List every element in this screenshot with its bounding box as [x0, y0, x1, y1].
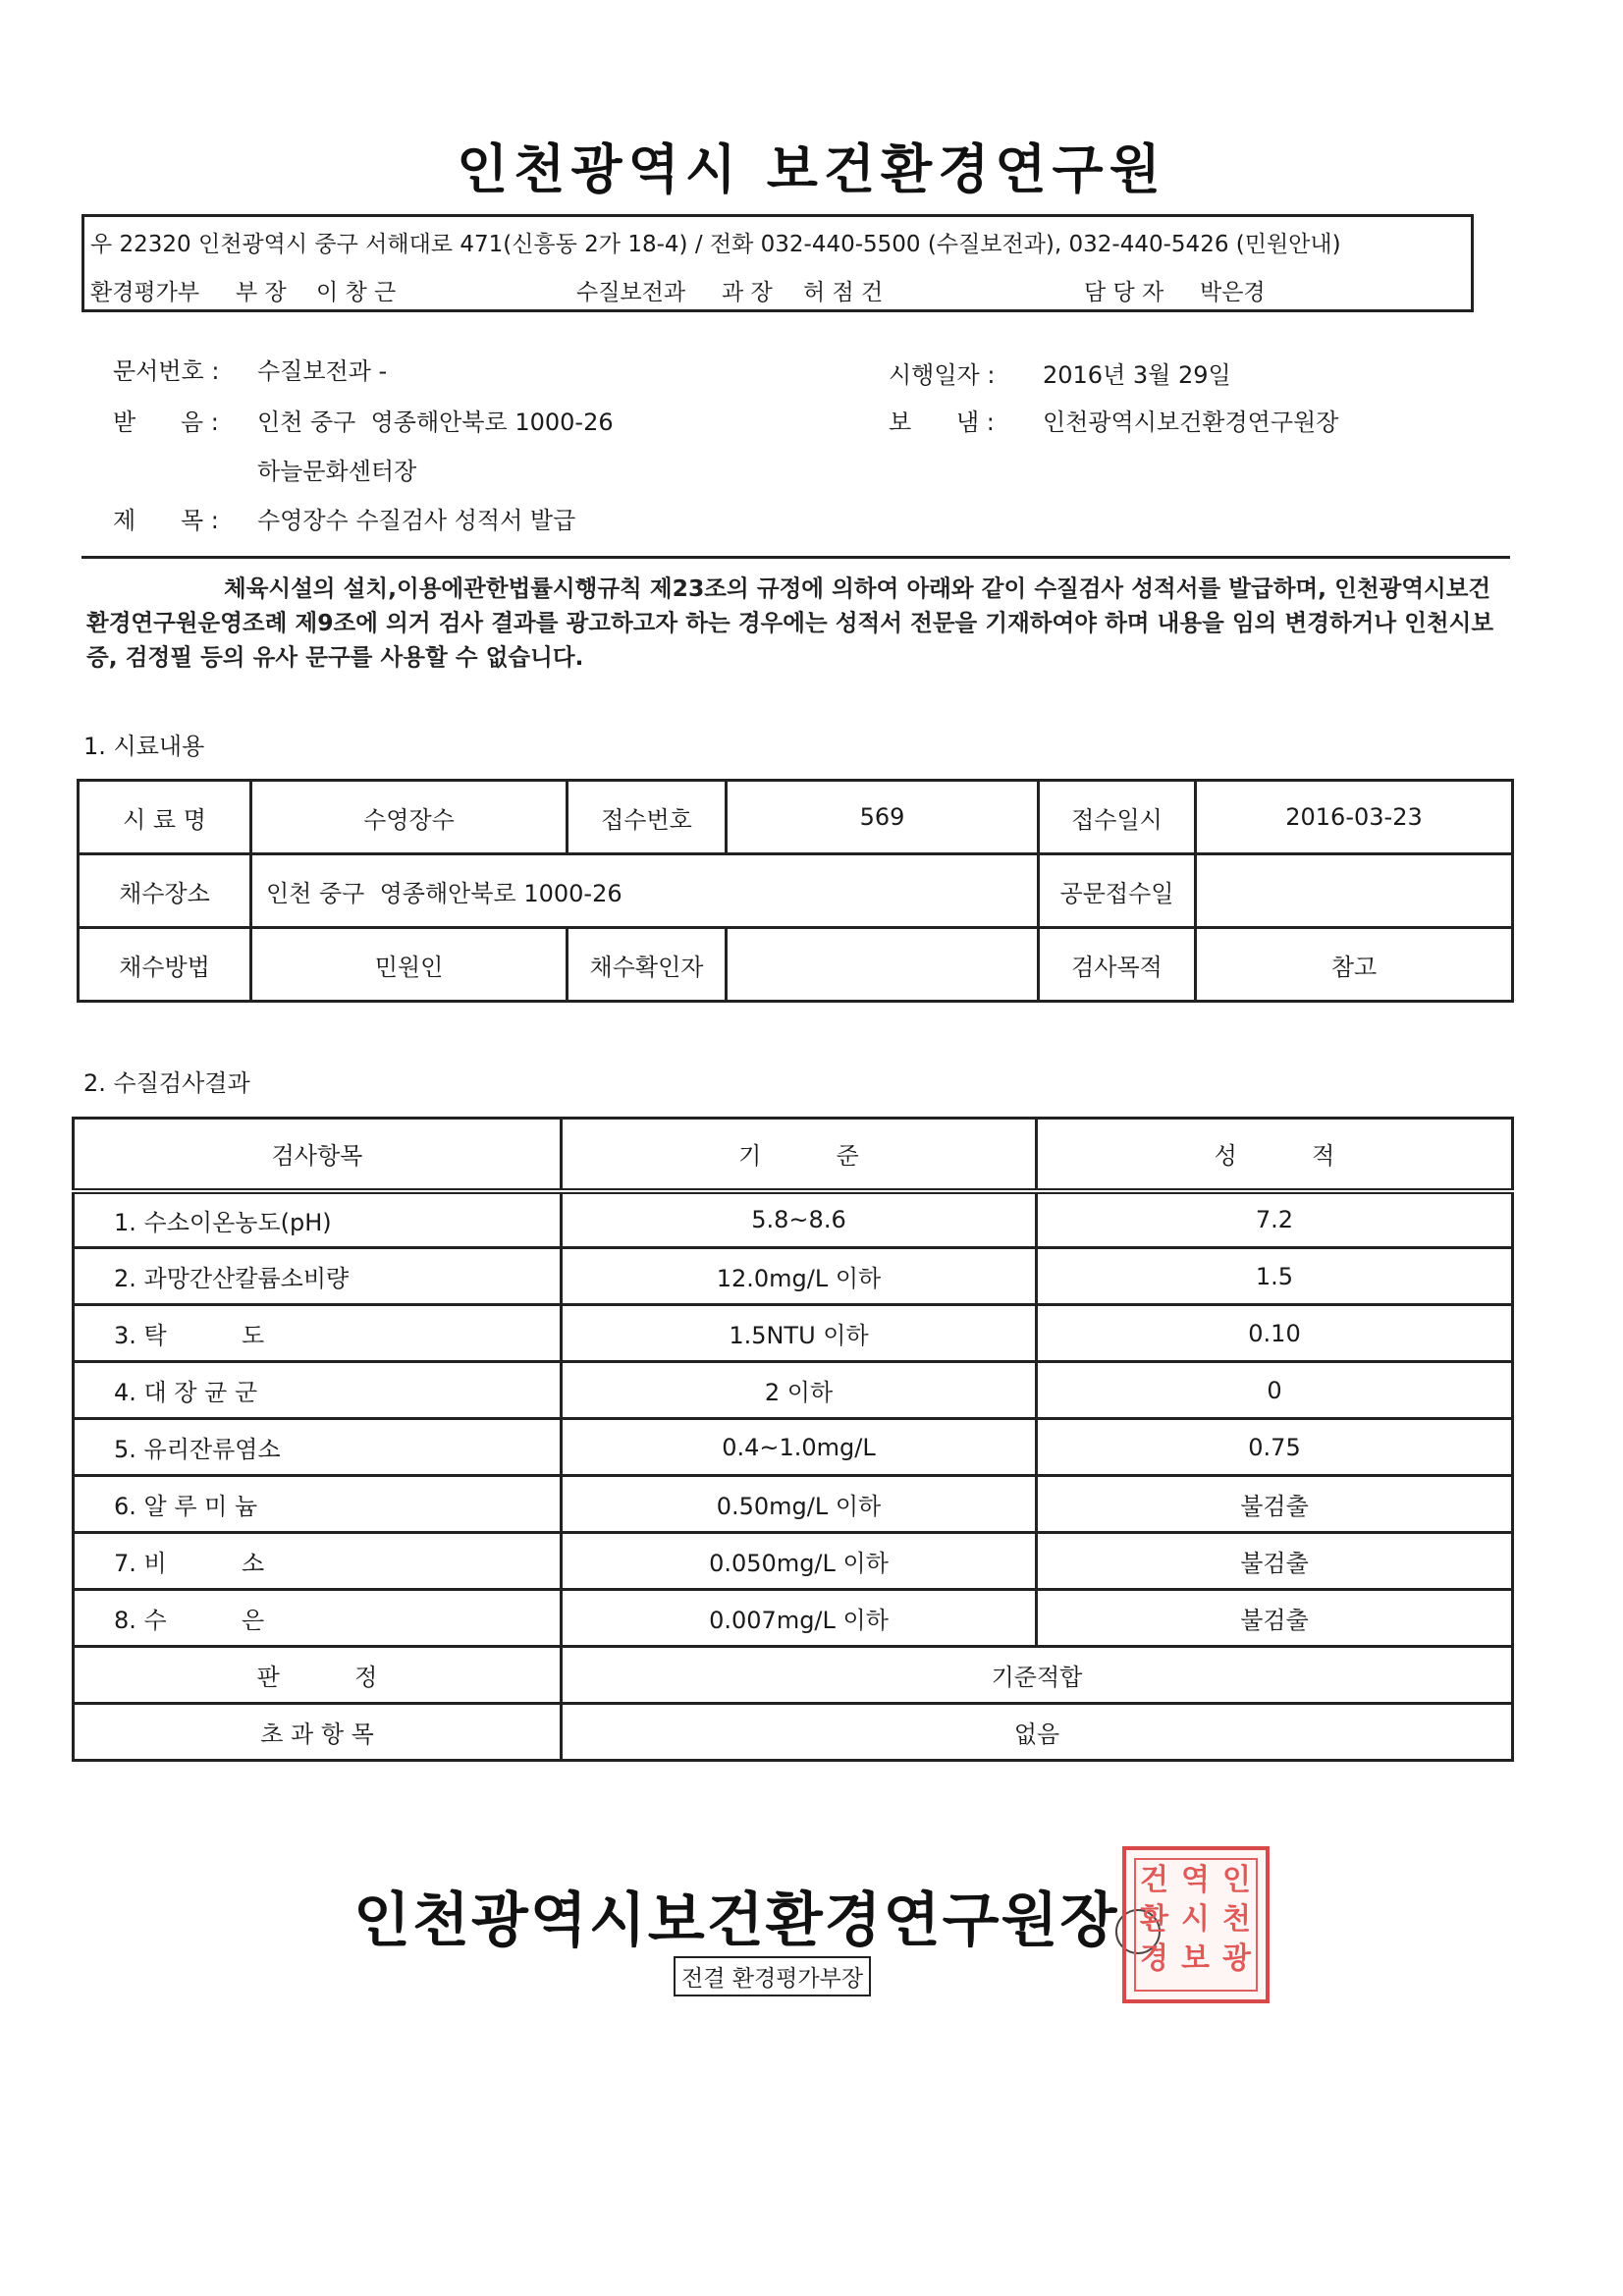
subject-label: 제 목 :: [113, 507, 219, 534]
table-row: [74, 1362, 1513, 1419]
table-row: [74, 1248, 1513, 1305]
document-title: 인천광역시 보건환경연구원: [457, 138, 1166, 200]
item-name: 7. 비 소: [74, 1533, 562, 1590]
item-name: 3. 탁 도: [74, 1305, 562, 1362]
item-standard: 2 이하: [562, 1362, 1037, 1419]
item-result: 0.75: [1037, 1419, 1513, 1476]
body-paragraph: 체육시설의 설치,이용에관한법률시행규칙 제23조의 규정에 의하여 아래와 같이 수질검사 성적서를 발급하며, 인천광역시보건환경연구원운영조례 제9조에 의거 검사 결과를 광고하고자 하는 경우에는 성적서 전문을 기재하여야 하며 내용을 임의 변경하거나 인천시보증, 검정필 등의 유사 문구를 사용할 수 없습니다.: [86, 574, 1494, 671]
item-standard: 5.8~8.6: [562, 1191, 1037, 1248]
cell-purpose-label: 검사목적: [1039, 928, 1196, 1002]
item-standard: 12.0mg/L 이하: [562, 1248, 1037, 1305]
col-item: 검사항목: [74, 1119, 562, 1191]
item-result: 불검출: [1037, 1533, 1513, 1590]
item-name: 6. 알 루 미 늄: [74, 1476, 562, 1533]
recipient-value: 인천 중구 영종해안북로 1000-26: [257, 409, 614, 436]
item-standard: 0.050mg/L 이하: [562, 1533, 1037, 1590]
recipient-label: 받 음 :: [113, 409, 219, 436]
approval-label: 전결 환경평가부장: [674, 1956, 871, 1996]
item-standard: 0.4~1.0mg/L: [562, 1419, 1037, 1476]
cell-method: 민원인: [251, 928, 568, 1002]
subject-value: 수영장수 수질검사 성적서 발급: [257, 507, 576, 534]
table-row: [74, 1191, 1513, 1248]
exceed-value: 없음: [562, 1704, 1513, 1761]
cell-verifier: [727, 928, 1039, 1002]
item-result: 불검출: [1037, 1476, 1513, 1533]
cell-receipt-date-label: 접수일시: [1039, 781, 1196, 854]
doc-no-value: 수질보전과 -: [257, 357, 388, 385]
dept1: 환경평가부: [90, 280, 200, 305]
cell-verifier-label: 채수확인자: [568, 928, 727, 1002]
table-row: [74, 1647, 1513, 1704]
official-seal-icon: 인 천 광 역 시 보 건 환 경: [1122, 1846, 1270, 2003]
table-row: [79, 781, 1513, 854]
cell-method-label: 채수방법: [79, 928, 251, 1002]
cell-purpose: 참고: [1196, 928, 1513, 1002]
table-row: [74, 1533, 1513, 1590]
results-table: [72, 1117, 1514, 1762]
cell-sample-name-label: 시 료 명: [79, 781, 251, 854]
item-result: 0: [1037, 1362, 1513, 1419]
table-row: [74, 1419, 1513, 1476]
recipient-value-2: 하늘문화센터장: [257, 458, 417, 485]
cell-official-date-label: 공문접수일: [1039, 854, 1196, 928]
item-name: 5. 유리잔류염소: [74, 1419, 562, 1476]
item-result: 불검출: [1037, 1590, 1513, 1647]
col-result: 성 적: [1037, 1119, 1513, 1191]
address-line: 우 22320 인천광역시 중구 서해대로 471(신흥동 2가 18-4) / 전화 032-440-5500 (수질보전과), 032-440-5426 (민원안내): [90, 232, 1341, 257]
cell-receipt-date: 2016-03-23: [1196, 781, 1513, 854]
exceed-label: 초 과 항 목: [74, 1704, 562, 1761]
item-name: 2. 과망간산칼륨소비량: [74, 1248, 562, 1305]
judgement-label: 판 정: [74, 1647, 562, 1704]
sample-info-table: [77, 779, 1514, 1003]
divider: [81, 556, 1510, 559]
name2: 허 점 건: [803, 280, 884, 305]
sender-value: 인천광역시보건환경연구원장: [1043, 409, 1339, 436]
item-standard: 1.5NTU 이하: [562, 1305, 1037, 1362]
cell-receipt-no: 569: [727, 781, 1039, 854]
table-row: [74, 1305, 1513, 1362]
table-header-row: [74, 1119, 1513, 1191]
item-result: 7.2: [1037, 1191, 1513, 1248]
cell-official-date: [1196, 854, 1513, 928]
cell-location: 인천 중구 영종해안북로 1000-26: [251, 854, 1039, 928]
item-standard: 0.007mg/L 이하: [562, 1590, 1037, 1647]
table-row: [74, 1476, 1513, 1533]
role1: 부 장: [236, 280, 287, 305]
section2-heading: 2. 수질검사결과: [83, 1069, 250, 1097]
role2: 과 장: [722, 280, 773, 305]
item-result: 0.10: [1037, 1305, 1513, 1362]
table-row: [74, 1590, 1513, 1647]
table-row: [79, 854, 1513, 928]
name1: 이 창 근: [316, 280, 397, 305]
table-row: [74, 1704, 1513, 1761]
role3: 담 당 자: [1084, 280, 1164, 305]
col-standard: 기 준: [562, 1119, 1037, 1191]
item-name: 4. 대 장 균 군: [74, 1362, 562, 1419]
item-name: 8. 수 은: [74, 1590, 562, 1647]
doc-no-label: 문서번호 :: [113, 357, 220, 385]
name3: 박은경: [1200, 280, 1266, 305]
cell-receipt-no-label: 접수번호: [568, 781, 727, 854]
section1-heading: 1. 시료내용: [83, 733, 205, 760]
cell-sample-name: 수영장수: [251, 781, 568, 854]
item-name: 1. 수소이온농도(pH): [74, 1191, 562, 1248]
date-value: 2016년 3월 29일: [1043, 361, 1231, 389]
judgement-value: 기준적합: [562, 1647, 1513, 1704]
item-standard: 0.50mg/L 이하: [562, 1476, 1037, 1533]
issuer-name: 인천광역시보건환경연구원장: [353, 1886, 1119, 1955]
sender-label: 보 냄 :: [889, 409, 995, 436]
dept2: 수질보전과: [576, 280, 686, 305]
item-result: 1.5: [1037, 1248, 1513, 1305]
date-label: 시행일자 :: [889, 361, 996, 389]
cell-location-label: 채수장소: [79, 854, 251, 928]
table-row: [79, 928, 1513, 1002]
